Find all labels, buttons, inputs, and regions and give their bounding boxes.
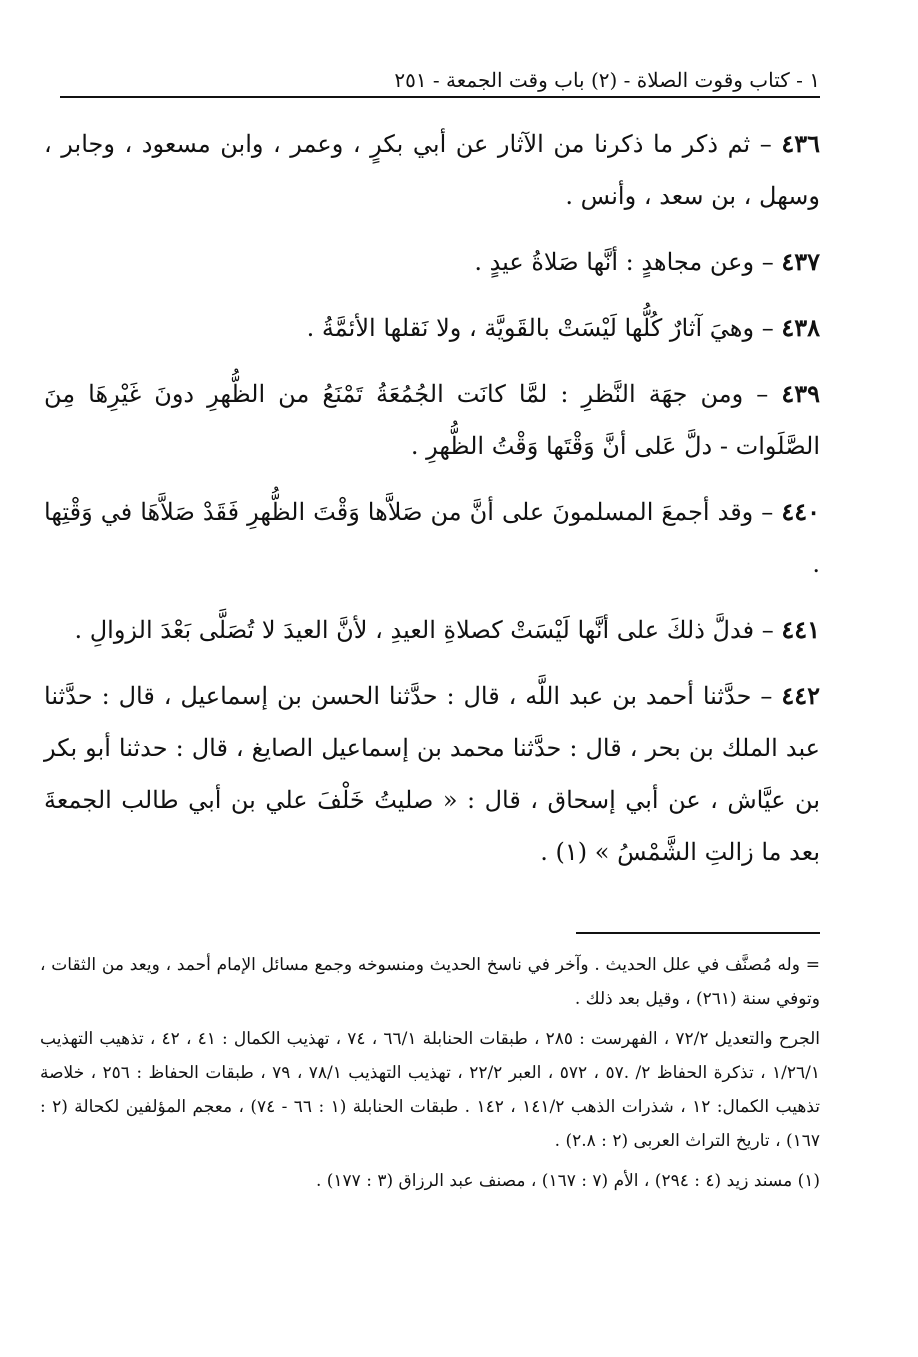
footnote-1: (١) مسند زيد (٤ : ٢٩٤) ، الأم (٧ : ١٦٧) ، مصنف عبد الرزاق (٣ : ١٧٧) . <box>315 1171 820 1191</box>
paragraph-437: ٤٣٧ – وعن مجاهدٍ : أنَّها صَلاةُ عيدٍ . <box>474 247 820 276</box>
paragraph-number: ٤٤١ <box>781 615 820 644</box>
paragraph-text: وعن مجاهدٍ : أنَّها صَلاةُ عيدٍ . <box>474 248 755 276</box>
paragraph-text: حدَّثنا أحمد بن عبد اللَّه ، قال : حدَّثنا الحسن بن إسماعيل ، قال : حدَّثنا عبد الملك بن بحر ، قال : حدَّثنا محمد بن إسماعيل الصايغ ، قال : حدثنا أبو بكر بن عيَّاش ، عن أبي إسحاق ، قال : « صليتُ خَلْفَ علي بن أبي طالب الجمعةَ بعد ما زالتِ الشَّمْسُ » (١) . <box>44 682 821 866</box>
paragraph-441: ٤٤١ – فدلَّ ذلكَ على أنَّها لَيْسَتْ كصلاةِ العيدِ ، لأنَّ العيدَ لا تُصَلَّى بَعْدَ الزوالِ . <box>74 615 820 644</box>
paragraph-number: ٤٣٩ <box>781 379 820 408</box>
footnote-separator <box>576 932 820 934</box>
paragraph-text: ومن جهَة النَّظرِ : لمَّا كانَت الجُمُعَةُ تَمْنَعُ من الظُّهرِ دونَ غَيْرِهَا مِنَ الصَّلَوات - دلَّ عَلى أنَّ وَقْتَها وَقْتُ الظُّهرِ . <box>44 380 820 460</box>
footnote-continued: = وله مُصنَّف في علل الحديث . وآخر في ناسخ الحديث ومنسوخه وجمع مسائل الإمام أحمد ، ويعد من الثقات ، وتوفي سنة (٢٦١) ، وقيل بعد ذلك . <box>40 955 820 1009</box>
footnote-references: الجرح والتعديل ٧٢/٢ ، الفهرست : ٢٨٥ ، طبقات الحنابلة ٦٦/١ ، ٧٤ ، تهذيب الكمال : ٤١ ، ٤٢ ، تذهيب التهذيب ١/٢٦/١ ، تذكرة الحفاظ ٢/ .٥٧ ، ٥٧٢ ، العبر ٢٢/٢ ، تهذيب التهذيب ٧٨/١ ، ٧٩ ، طبقات الحفاظ : ٢٥٦ ، خلاصة تذهيب الكمال: ١٢ ، شذرات الذهب ١٤١/٢ ، ١٤٢ . طبقات الحنابلة (١ : ٦٦ - ٧٤) ، معجم المؤلفين لكحالة (٢ : ١٦٧) ، تاريخ التراث العربى (٢ : ٢.٨) . <box>40 1029 821 1151</box>
paragraph-number: ٤٤٠ <box>781 497 820 526</box>
header-rule <box>60 96 820 98</box>
footnotes <box>40 948 820 1204</box>
paragraph-text: فدلَّ ذلكَ على أنَّها لَيْسَتْ كصلاةِ العيدِ ، لأنَّ العيدَ لا تُصَلَّى بَعْدَ الزوالِ . <box>74 616 755 644</box>
paragraph-number: ٤٣٦ <box>781 129 820 158</box>
header-title: ١ - كتاب وقوت الصلاة - (٢) باب وقت الجمعة - ٢٥١ <box>394 68 820 92</box>
paragraph-text: وهيَ آثارٌ كُلُّها لَيْسَتْ بالقَويَّة ، ولا نَقلها الأئمَّةُ . <box>306 314 755 342</box>
paragraph-number: ٤٤٢ <box>781 681 820 710</box>
paragraph-number: ٤٣٧ <box>781 247 820 276</box>
paragraph-number: ٤٣٨ <box>781 313 820 342</box>
running-header <box>60 66 820 106</box>
paragraph-440: ٤٤٠ – وقد أجمعَ المسلمونَ على أنَّ من صَلاَّها وَقْتَ الظُّهرِ فَقَدْ صَلاَّهَا في وَقْتِها . <box>44 497 820 578</box>
paragraph-442: ٤٤٢ – حدَّثنا أحمد بن عبد اللَّه ، قال : حدَّثنا الحسن بن إسماعيل ، قال : حدَّثنا عبد الملك بن بحر ، قال : حدَّثنا محمد بن إسماعيل الصايغ ، قال : حدثنا أبو بكر بن عيَّاش ، عن أبي إسحاق ، قال : « صليتُ خَلْفَ علي بن أبي طالب الجمعةَ بعد ما زالتِ الشَّمْسُ » (١) . <box>44 681 821 866</box>
paragraph-438: ٤٣٨ – وهيَ آثارٌ كُلُّها لَيْسَتْ بالقَويَّة ، ولا نَقلها الأئمَّةُ . <box>306 313 820 342</box>
paragraph-436: ٤٣٦ – ثم ذكر ما ذكرنا من الآثار عن أبي بكرٍ ، وعمر ، وابن مسعود ، وجابر ، وسهل ، بن سعد ، وأنس . <box>44 129 820 210</box>
paragraph-text: ثم ذكر ما ذكرنا من الآثار عن أبي بكرٍ ، وعمر ، وابن مسعود ، وجابر ، وسهل ، بن سعد ، وأنس . <box>44 130 820 210</box>
paragraph-439: ٤٣٩ – ومن جهَة النَّظرِ : لمَّا كانَت الجُمُعَةُ تَمْنَعُ من الظُّهرِ دونَ غَيْرِهَا مِنَ الصَّلَوات - دلَّ عَلى أنَّ وَقْتَها وَقْتُ الظُّهرِ . <box>44 379 820 460</box>
paragraph-text: وقد أجمعَ المسلمونَ على أنَّ من صَلاَّها وَقْتَ الظُّهرِ فَقَدْ صَلاَّهَا في وَقْتِها . <box>44 498 820 578</box>
main-text <box>44 118 820 878</box>
